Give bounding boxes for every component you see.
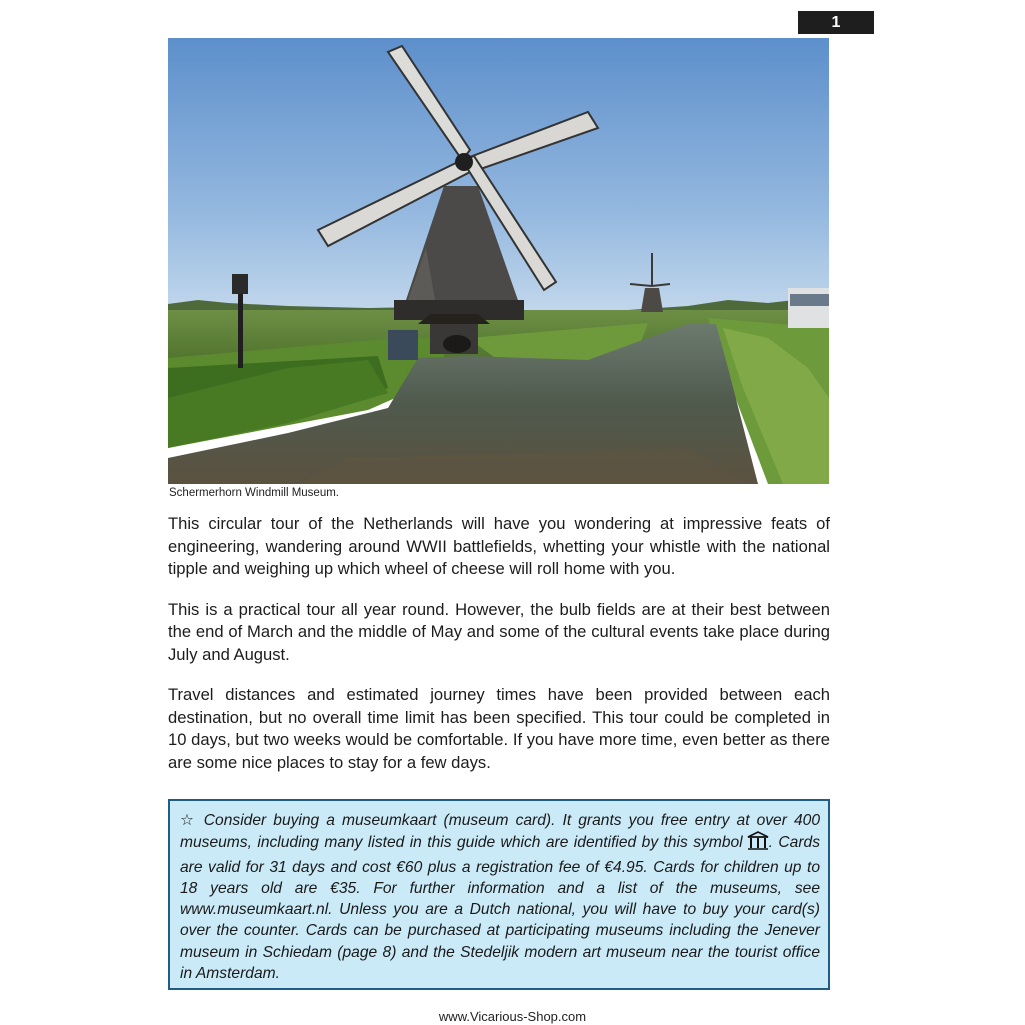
info-text-part-2: . Cards are valid for 31 days and cost €60 plus a registration fee of €4.95. Cards for children up to 18 years old are €35. For further information and a list of the museums, see www.museumkaart.nl. Unless you are a Dutch national, you will have to buy your card(s) over the counter. Cards can be purchased at participating museums including the Jenever museum in Schiedam (page 8) and the Stedeljik modern art museum near the tourist office in Amsterdam.: [180, 834, 820, 983]
paragraph: Travel distances and estimated journey times have been provided between each destination, but no overall time limit has been specified. This tour could be completed in 10 days, but two weeks would be comfortable. If you have more time, even better as there are some nice places to stay for a few days.: [168, 685, 830, 772]
page-number: 1: [798, 11, 874, 34]
museumkaart-info-box: [168, 799, 830, 990]
info-text-part-1: Consider buying a museumkaart (museum card). It grants you free entry at over 400 museums, including many listed in this guide which are identified by this symbol: [180, 812, 821, 852]
photo-caption: Schermerhorn Windmill Museum.: [169, 487, 339, 499]
footer-website: www.Vicarious-Shop.com: [438, 1009, 587, 1024]
paragraph: This circular tour of the Netherlands will have you wondering at impressive feats of engineering, wandering around WWII battlefields, whetting your whistle with the national tipple and weighing up which wheel of cheese will roll home with you.: [168, 514, 830, 578]
museum-icon: [747, 831, 769, 856]
star-icon: ☆: [180, 812, 197, 829]
paragraph: This is a practical tour all year round. However, the bulb fields are at their best between the end of March and the middle of May and some of the cultural events take place during July and August.: [168, 599, 830, 664]
windmill-photo: [168, 38, 829, 484]
body-text: [168, 513, 830, 792]
